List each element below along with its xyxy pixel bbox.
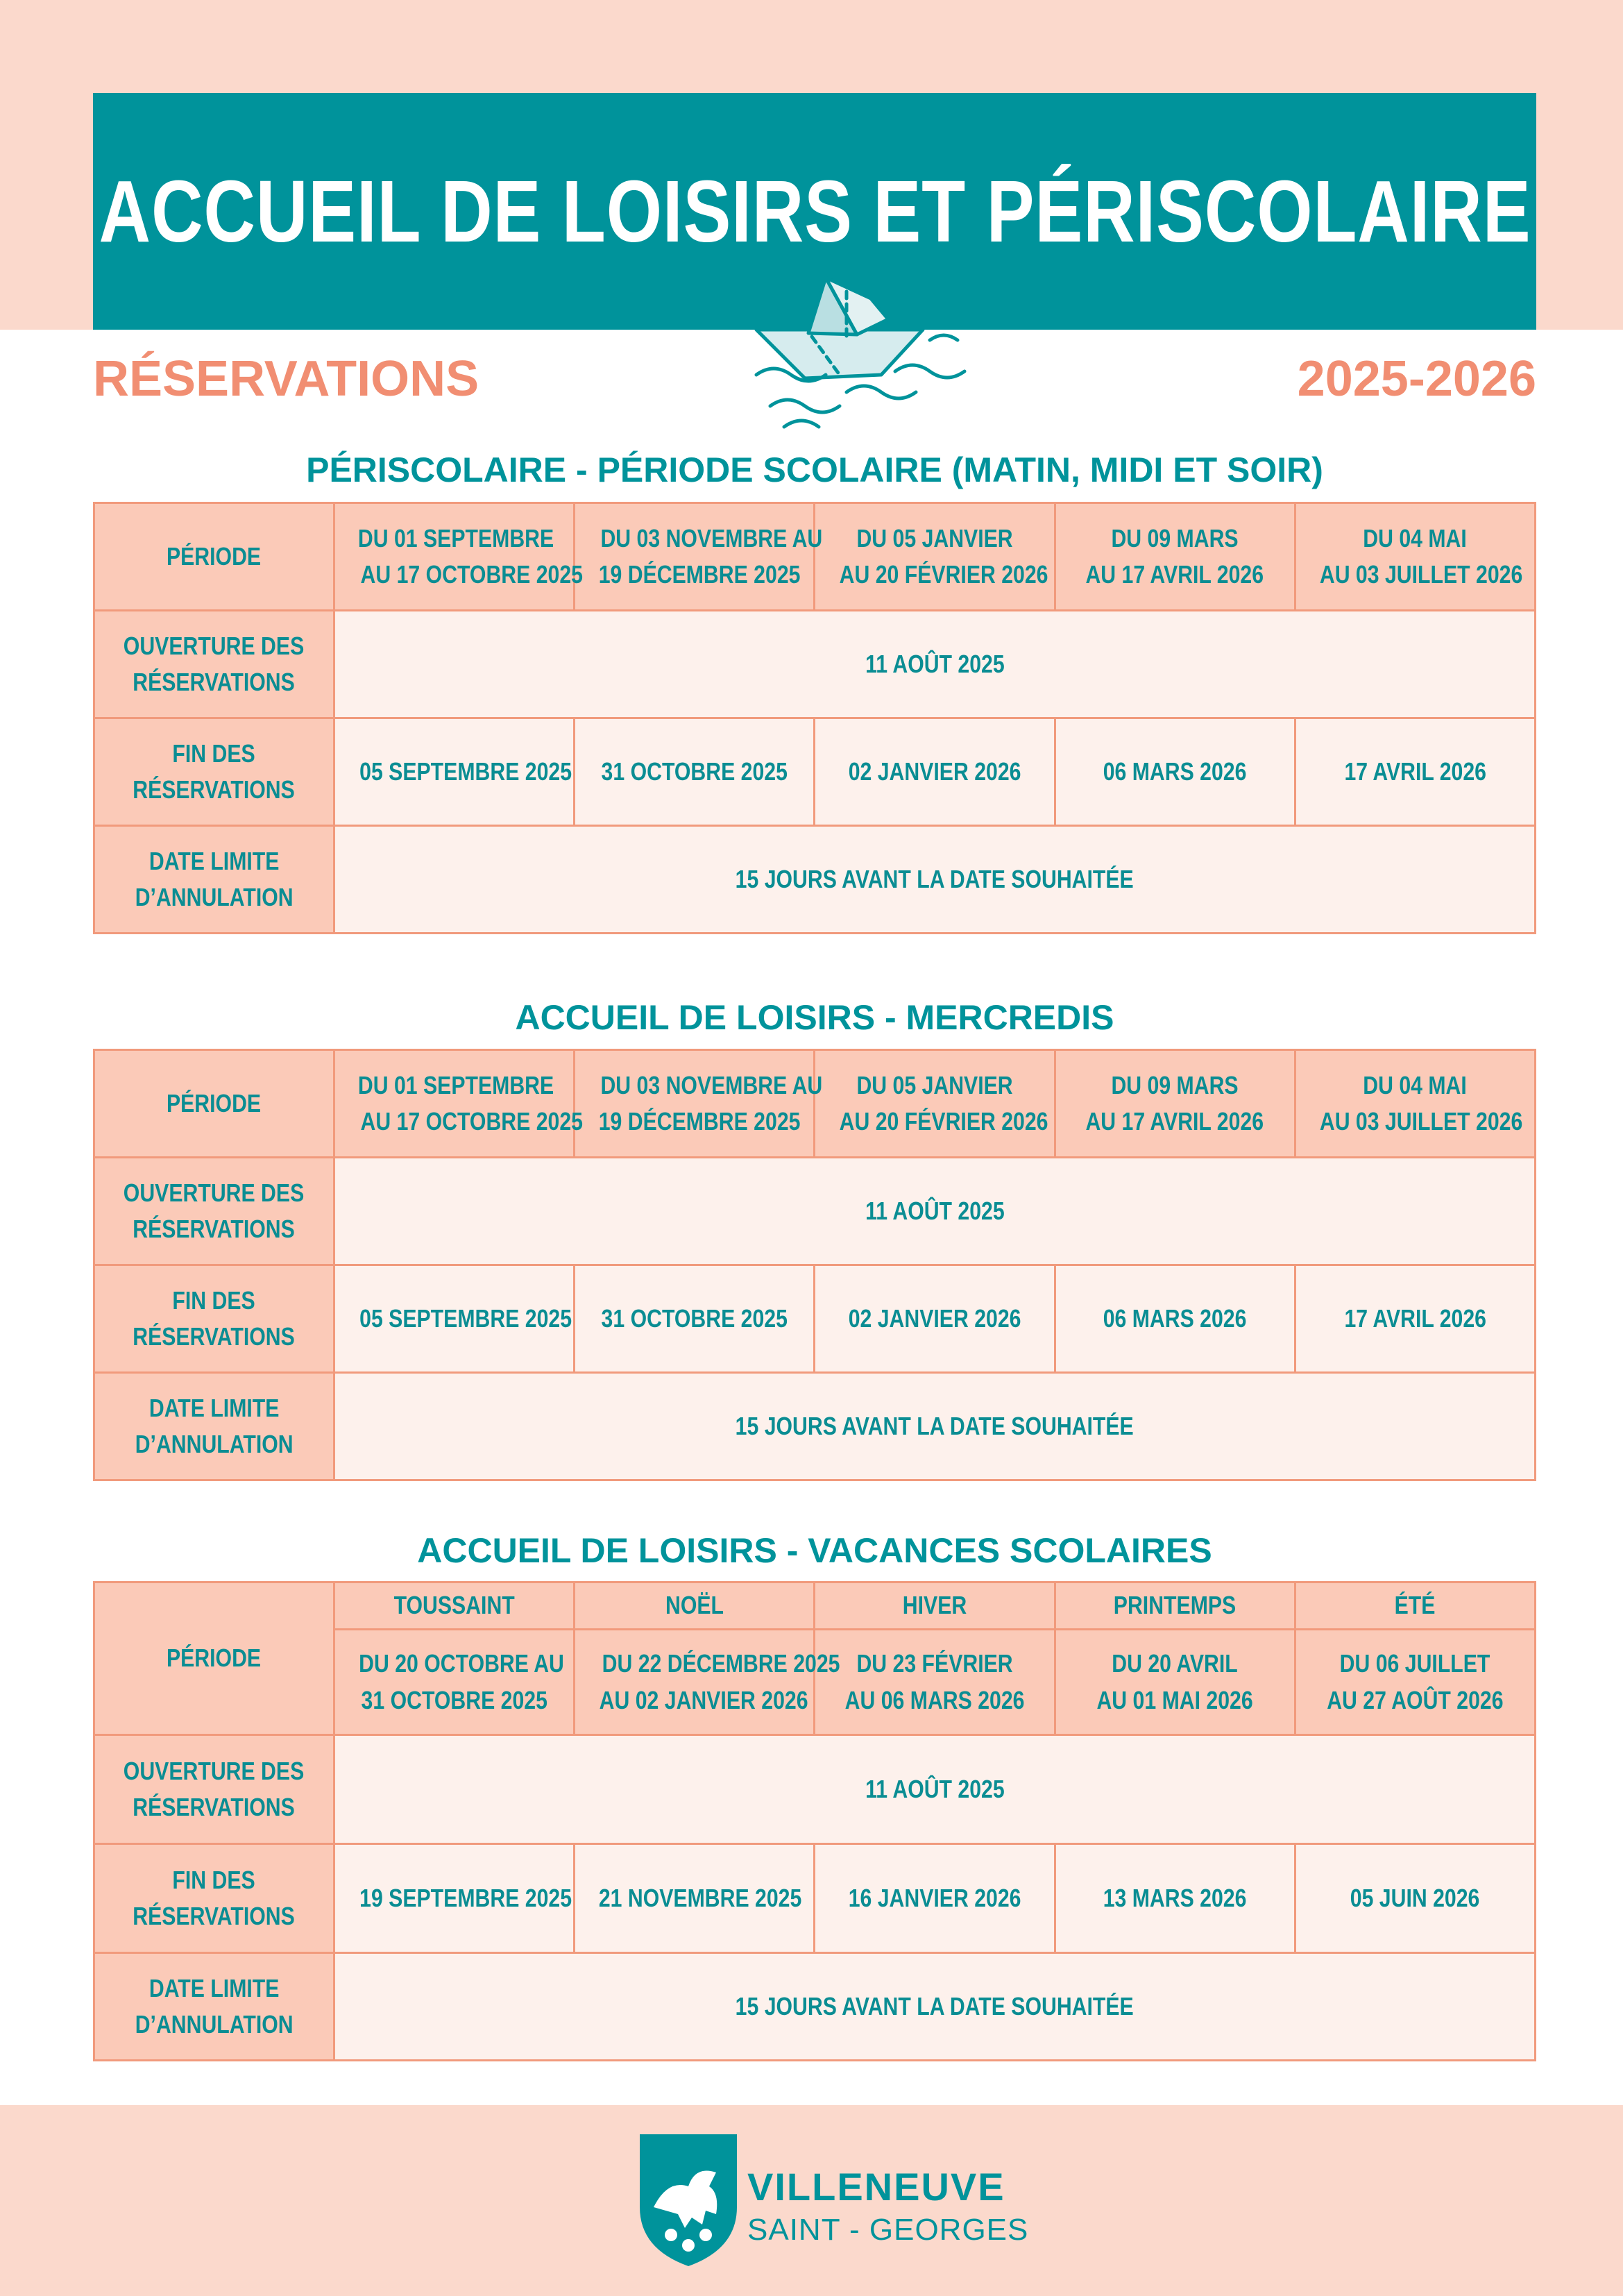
ouverture-value: 11 AOÛT 2025 bbox=[334, 1158, 1536, 1265]
ouverture-value: 11 AOÛT 2025 bbox=[334, 611, 1536, 718]
table-row bbox=[94, 611, 1536, 718]
section-title-vacances: ACCUEIL DE LOISIRS - VACANCES SCOLAIRES bbox=[417, 1531, 1212, 1570]
school-year-label: 2025-2026 bbox=[1297, 351, 1536, 407]
city-name-line1: VILLENEUVE bbox=[747, 2165, 1005, 2209]
fin-cell: 02 JANVIER 2026 bbox=[815, 718, 1055, 826]
fin-cell: 05 SEPTEMBRE 2025 bbox=[334, 1265, 575, 1373]
period-cell: DU 20 AVRIL AU 01 MAI 2026 bbox=[1055, 1630, 1295, 1735]
holiday-name: NOËL bbox=[575, 1582, 815, 1630]
row-label-limite: DATE LIMITE D’ANNULATION bbox=[94, 1953, 334, 2061]
row-label-ouverture: OUVERTURE DES RÉSERVATIONS bbox=[94, 1158, 334, 1265]
table-row bbox=[94, 1844, 1536, 1953]
period-cell: DU 01 SEPTEMBRE AU 17 OCTOBRE 2025 bbox=[334, 1050, 575, 1158]
fin-cell: 13 MARS 2026 bbox=[1055, 1844, 1295, 1953]
table-row bbox=[94, 1735, 1536, 1844]
fin-cell: 21 NOVEMBRE 2025 bbox=[575, 1844, 815, 1953]
row-label-ouverture: OUVERTURE DES RÉSERVATIONS bbox=[94, 611, 334, 718]
period-cell: DU 09 MARS AU 17 AVRIL 2026 bbox=[1055, 503, 1295, 611]
section-title-mercredis: ACCUEIL DE LOISIRS - MERCREDIS bbox=[515, 998, 1114, 1037]
limite-value: 15 JOURS AVANT LA DATE SOUHAITÉE bbox=[334, 826, 1536, 934]
mercredis-table bbox=[93, 1049, 1536, 1481]
fin-cell: 06 MARS 2026 bbox=[1055, 1265, 1295, 1373]
table-row bbox=[94, 1373, 1536, 1480]
fin-cell: 17 AVRIL 2026 bbox=[1295, 718, 1535, 826]
fin-cell: 31 OCTOBRE 2025 bbox=[575, 1265, 815, 1373]
row-label-fin: FIN DES RÉSERVATIONS bbox=[94, 718, 334, 826]
period-cell: DU 05 JANVIER AU 20 FÉVRIER 2026 bbox=[815, 503, 1055, 611]
ouverture-value: 11 AOÛT 2025 bbox=[334, 1735, 1536, 1844]
section-title-periscolaire: PÉRISCOLAIRE - PÉRIODE SCOLAIRE (MATIN, MIDI ET SOIR) bbox=[306, 450, 1323, 489]
row-label-periode: PÉRIODE bbox=[94, 1582, 334, 1735]
period-cell: DU 05 JANVIER AU 20 FÉVRIER 2026 bbox=[815, 1050, 1055, 1158]
fin-cell: 06 MARS 2026 bbox=[1055, 718, 1295, 826]
row-label-limite: DATE LIMITE D’ANNULATION bbox=[94, 826, 334, 934]
table-row bbox=[94, 718, 1536, 826]
holiday-name: ÉTÉ bbox=[1295, 1582, 1535, 1630]
holiday-name: TOUSSAINT bbox=[334, 1582, 575, 1630]
period-cell: DU 23 FÉVRIER AU 06 MARS 2026 bbox=[815, 1630, 1055, 1735]
table-row bbox=[94, 1582, 1536, 1630]
periscolaire-table bbox=[93, 502, 1536, 934]
holiday-name: HIVER bbox=[815, 1582, 1055, 1630]
period-cell: DU 04 MAI AU 03 JUILLET 2026 bbox=[1295, 1050, 1535, 1158]
paper-boat-icon bbox=[742, 271, 985, 437]
fin-cell: 16 JANVIER 2026 bbox=[815, 1844, 1055, 1953]
row-label-periode: PÉRIODE bbox=[94, 1050, 334, 1158]
limite-value: 15 JOURS AVANT LA DATE SOUHAITÉE bbox=[334, 1953, 1536, 2061]
city-name-line2: SAINT - GEORGES bbox=[747, 2213, 1029, 2247]
period-cell: DU 22 DÉCEMBRE 2025 AU 02 JANVIER 2026 bbox=[575, 1630, 815, 1735]
holiday-name: PRINTEMPS bbox=[1055, 1582, 1295, 1630]
row-label-fin: FIN DES RÉSERVATIONS bbox=[94, 1265, 334, 1373]
vacances-table bbox=[93, 1581, 1536, 2061]
row-label-limite: DATE LIMITE D’ANNULATION bbox=[94, 1373, 334, 1480]
row-label-ouverture: OUVERTURE DES RÉSERVATIONS bbox=[94, 1735, 334, 1844]
period-cell: DU 03 NOVEMBRE AU 19 DÉCEMBRE 2025 bbox=[575, 503, 815, 611]
reservations-label: RÉSERVATIONS bbox=[93, 351, 479, 407]
row-label-periode: PÉRIODE bbox=[94, 503, 334, 611]
table-row bbox=[94, 826, 1536, 934]
period-cell: DU 20 OCTOBRE AU 31 OCTOBRE 2025 bbox=[334, 1630, 575, 1735]
fin-cell: 05 SEPTEMBRE 2025 bbox=[334, 718, 575, 826]
period-cell: DU 03 NOVEMBRE AU 19 DÉCEMBRE 2025 bbox=[575, 1050, 815, 1158]
period-cell: DU 06 JUILLET AU 27 AOÛT 2026 bbox=[1295, 1630, 1535, 1735]
fin-cell: 02 JANVIER 2026 bbox=[815, 1265, 1055, 1373]
period-cell: DU 04 MAI AU 03 JUILLET 2026 bbox=[1295, 503, 1535, 611]
fin-cell: 31 OCTOBRE 2025 bbox=[575, 718, 815, 826]
fin-cell: 05 JUIN 2026 bbox=[1295, 1844, 1535, 1953]
table-row bbox=[94, 1953, 1536, 2061]
table-row bbox=[94, 503, 1536, 611]
limite-value: 15 JOURS AVANT LA DATE SOUHAITÉE bbox=[334, 1373, 1536, 1480]
page-title: ACCUEIL DE LOISIRS ET PÉRISCOLAIRE bbox=[99, 162, 1531, 260]
period-cell: DU 09 MARS AU 17 AVRIL 2026 bbox=[1055, 1050, 1295, 1158]
table-row bbox=[94, 1050, 1536, 1158]
fin-cell: 17 AVRIL 2026 bbox=[1295, 1265, 1535, 1373]
row-label-fin: FIN DES RÉSERVATIONS bbox=[94, 1844, 334, 1953]
fin-cell: 19 SEPTEMBRE 2025 bbox=[334, 1844, 575, 1953]
table-row bbox=[94, 1265, 1536, 1373]
period-cell: DU 01 SEPTEMBRE AU 17 OCTOBRE 2025 bbox=[334, 503, 575, 611]
table-row bbox=[94, 1158, 1536, 1265]
